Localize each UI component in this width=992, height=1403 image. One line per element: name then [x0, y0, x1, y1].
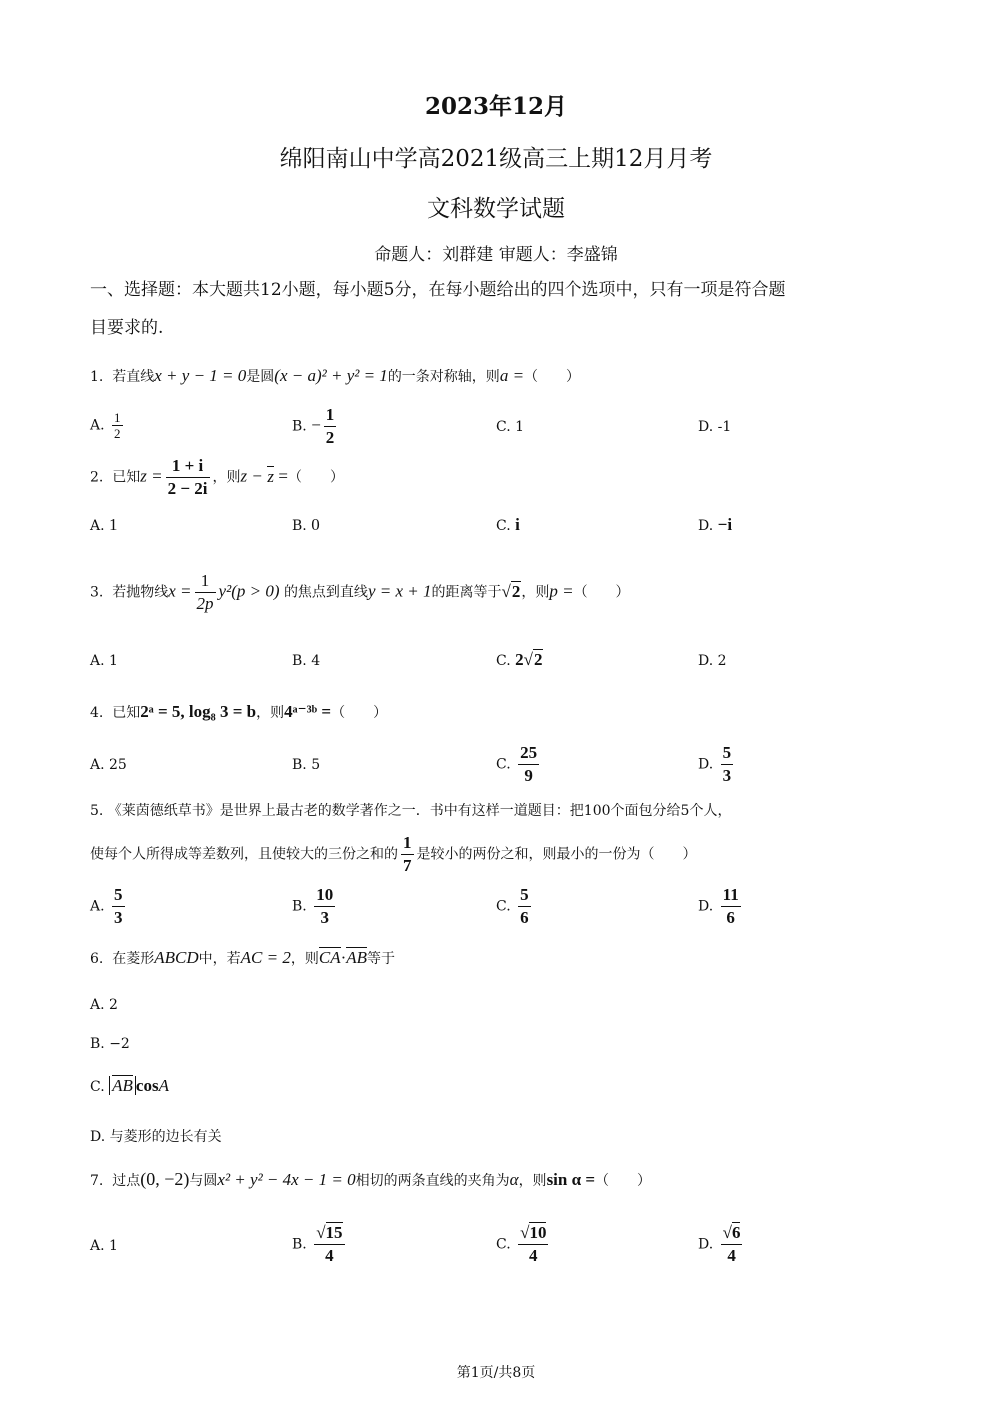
q3-option-a[interactable]: A. 1: [90, 653, 118, 669]
section-title-line1: 一、选择题：本大题共12小题，每小题5分，在每小题给出的四个选项中，只有一项是符合题: [90, 280, 786, 300]
q5-option-d[interactable]: D. $\frac{11}{6}$: [698, 885, 739, 927]
question-7: 7. 过点(0, −2)与圆x² + y² − 4x − 1 = 0相切的两条直线的夹角为α，则sin α =（ ）: [90, 1169, 652, 1189]
fraction: $\frac{1}{2p}$: [196, 571, 214, 613]
q6-option-c[interactable]: C. AB cosA: [90, 1076, 169, 1095]
exam-date: 2023年12月: [424, 93, 568, 120]
question-3: 3. 若抛物线x = $\frac{1}{2p}$ y²(p > 0) 的焦点到直线y = x + 1的距离等于√2，则p =（ ）: [90, 571, 630, 613]
fraction: $\frac{10}{3}$: [316, 885, 334, 927]
q4-option-d[interactable]: D. $\frac{5}{3}$: [698, 743, 732, 785]
sqrt: √2: [523, 650, 543, 669]
q2-option-b[interactable]: B. 0: [292, 515, 320, 534]
exam-authors: 命题人：刘群建 审题人：李盛锦: [374, 245, 618, 265]
question-1: 1. 若直线x + y − 1 = 0是圆(x − a)² + y² = 1的一条对称轴，则a =（ ）: [90, 366, 581, 385]
q2-option-c[interactable]: C. i: [496, 515, 520, 534]
vector-ca: CA: [318, 948, 341, 967]
fraction: $\frac{1}{2}$: [325, 405, 335, 447]
fraction: $\frac{25}{9}$: [520, 743, 538, 785]
fraction: $\frac{5}{6}$: [520, 885, 529, 927]
q1-option-c[interactable]: C. 1: [496, 419, 525, 435]
q5-option-b[interactable]: B. $\frac{10}{3}$: [292, 885, 334, 927]
q2-option-d[interactable]: D. −i: [698, 515, 733, 534]
section-title-line2: 目要求的.: [90, 318, 164, 338]
fraction: $\frac{√10}{4}$: [520, 1223, 547, 1265]
fraction: $\frac{√6}{4}$: [722, 1223, 741, 1265]
q3-option-c[interactable]: C. 2√2: [496, 650, 543, 669]
question-6: 6. 在菱形ABCD中，若AC = 2，则CA·AB等于: [90, 948, 396, 967]
q7-option-c[interactable]: C. $\frac{√10}{4}$: [496, 1223, 547, 1265]
question-5-line1: 5. 《莱茵德纸草书》是世界上最古老的数学著作之一．书中有这样一道题目：把100个面包分给5个人，: [90, 803, 732, 819]
fraction: $\frac{1}{7}$: [403, 833, 412, 875]
q5-option-a[interactable]: A. $\frac{5}{3}$: [90, 885, 123, 927]
question-2: 2. 已知z = $\frac{1 + i}{2 - 2i}$ ，则z − z =（ ）: [90, 456, 344, 498]
question-5-line2: 使每个人所得成等差数列，且使较大的三份之和的 $\frac{1}{7}$ 是较小的两份之和，则最小的一份为（ ）: [90, 833, 697, 875]
q4-option-c[interactable]: C. $\frac{25}{9}$: [496, 743, 538, 785]
q1-option-a[interactable]: A. $\frac{1}{2}$: [90, 410, 121, 441]
q3-option-b[interactable]: B. 4: [292, 653, 321, 669]
q6-option-d[interactable]: D. 与菱形的边长有关: [90, 1129, 222, 1145]
q6-option-b[interactable]: B. −2: [90, 1036, 130, 1052]
q1-option-b[interactable]: B. − $\frac{1}{2}$: [292, 405, 335, 447]
q6-option-a[interactable]: A. 2: [90, 997, 118, 1013]
q4-option-b[interactable]: B. 5: [292, 757, 321, 773]
vector-ab: AB: [346, 948, 368, 967]
page-number: 第1页/共8页: [456, 1365, 536, 1381]
fraction: $\frac{11}{6}$: [722, 885, 739, 927]
fraction: $\frac{1}{2}$: [114, 410, 121, 441]
q5-option-c[interactable]: C. $\frac{5}{6}$: [496, 885, 529, 927]
question-4: 4. 已知2ᵃ = 5, log₈ 3 = b，则4ᵃ⁻³ᵇ =（ ）: [90, 702, 388, 721]
q2-option-a[interactable]: A. 1: [90, 515, 118, 534]
q4-option-a[interactable]: A. 25: [90, 757, 127, 773]
exam-name: 绵阳南山中学高2021级高三上期12月月考: [279, 146, 713, 172]
line-equation: x + y − 1 = 0: [154, 366, 247, 385]
q1-option-d[interactable]: D. -1: [698, 419, 732, 435]
fraction: $\frac{5}{3}$: [114, 885, 123, 927]
fraction: $\frac{5}{3}$: [722, 743, 732, 785]
q7-option-d[interactable]: D. $\frac{√6}{4}$: [698, 1223, 741, 1265]
circle-equation: (x − a)² + y² = 1: [274, 366, 388, 385]
q7-option-b[interactable]: B. $\frac{√15}{4}$: [292, 1223, 343, 1265]
exam-subject: 文科数学试题: [427, 196, 565, 222]
q7-option-a[interactable]: A. 1: [90, 1238, 118, 1254]
q3-option-d[interactable]: D. 2: [698, 653, 727, 669]
conjugate-z: z: [267, 466, 274, 486]
sqrt: √2: [501, 581, 521, 601]
fraction: $\frac{1 + i}{2 - 2i}$: [167, 456, 208, 498]
fraction: $\frac{√15}{4}$: [316, 1223, 343, 1265]
